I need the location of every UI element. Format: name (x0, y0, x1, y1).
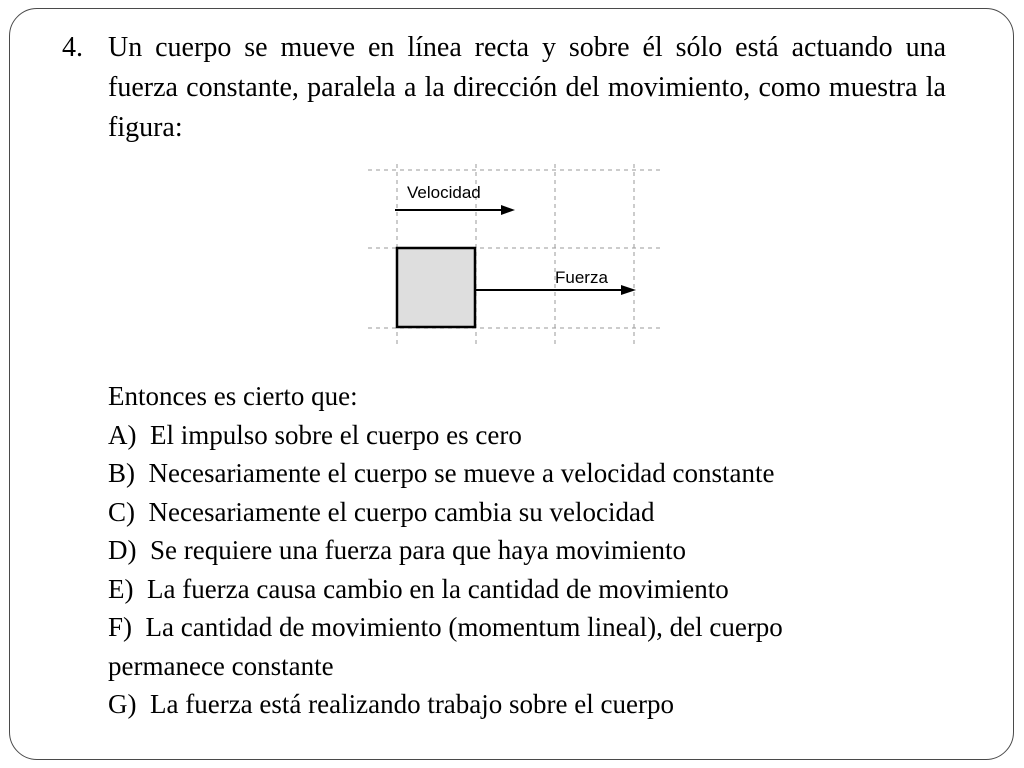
option-letter: D) (108, 535, 137, 565)
option-c (108, 493, 968, 532)
force-label: Fuerza (555, 268, 608, 287)
question-text: Un cuerpo se mueve en línea recta y sobre él sólo está actuando una fuerza constante, paralela a la dirección del movimiento, como muestra la figura: (108, 32, 946, 143)
option-text: Necesariamente el cuerpo se mueve a velocidad constante (148, 458, 775, 488)
option-a (108, 416, 968, 455)
option-letter: B) (108, 458, 135, 488)
block (397, 248, 475, 327)
option-text: El impulso sobre el cuerpo es cero (150, 419, 522, 450)
option-text: La fuerza está realizando trabajo sobre el cuerpo (150, 689, 674, 719)
velocity-arrow-head (501, 205, 515, 215)
option-letter: C) (108, 496, 135, 527)
option-letter: G) (108, 689, 137, 719)
figure-svg (362, 162, 662, 347)
option-text: Se requiere una fuerza para que haya movimiento (150, 535, 687, 565)
option-letter: E) (108, 573, 134, 604)
option-text: Necesariamente el cuerpo cambia su velocidad (148, 496, 655, 527)
option-letter: F) (108, 612, 133, 642)
option-letter: A) (108, 419, 137, 450)
option-g (108, 685, 968, 724)
option-e (108, 570, 968, 609)
option-f (108, 608, 968, 647)
prompt-text: Entonces es cierto que: (108, 381, 358, 411)
option-b (108, 454, 968, 493)
option-f-continuation: permanece constante (108, 650, 334, 681)
velocity-label: Velocidad (407, 183, 481, 202)
option-d (108, 531, 968, 570)
question-number: 4. (62, 32, 83, 63)
force-velocity-figure (362, 162, 662, 347)
option-text: La fuerza causa cambio en la cantidad de movimiento (146, 573, 729, 604)
answers-block (108, 377, 968, 724)
option-text: La cantidad de movimiento (momentum lineal), del cuerpo (145, 612, 783, 642)
